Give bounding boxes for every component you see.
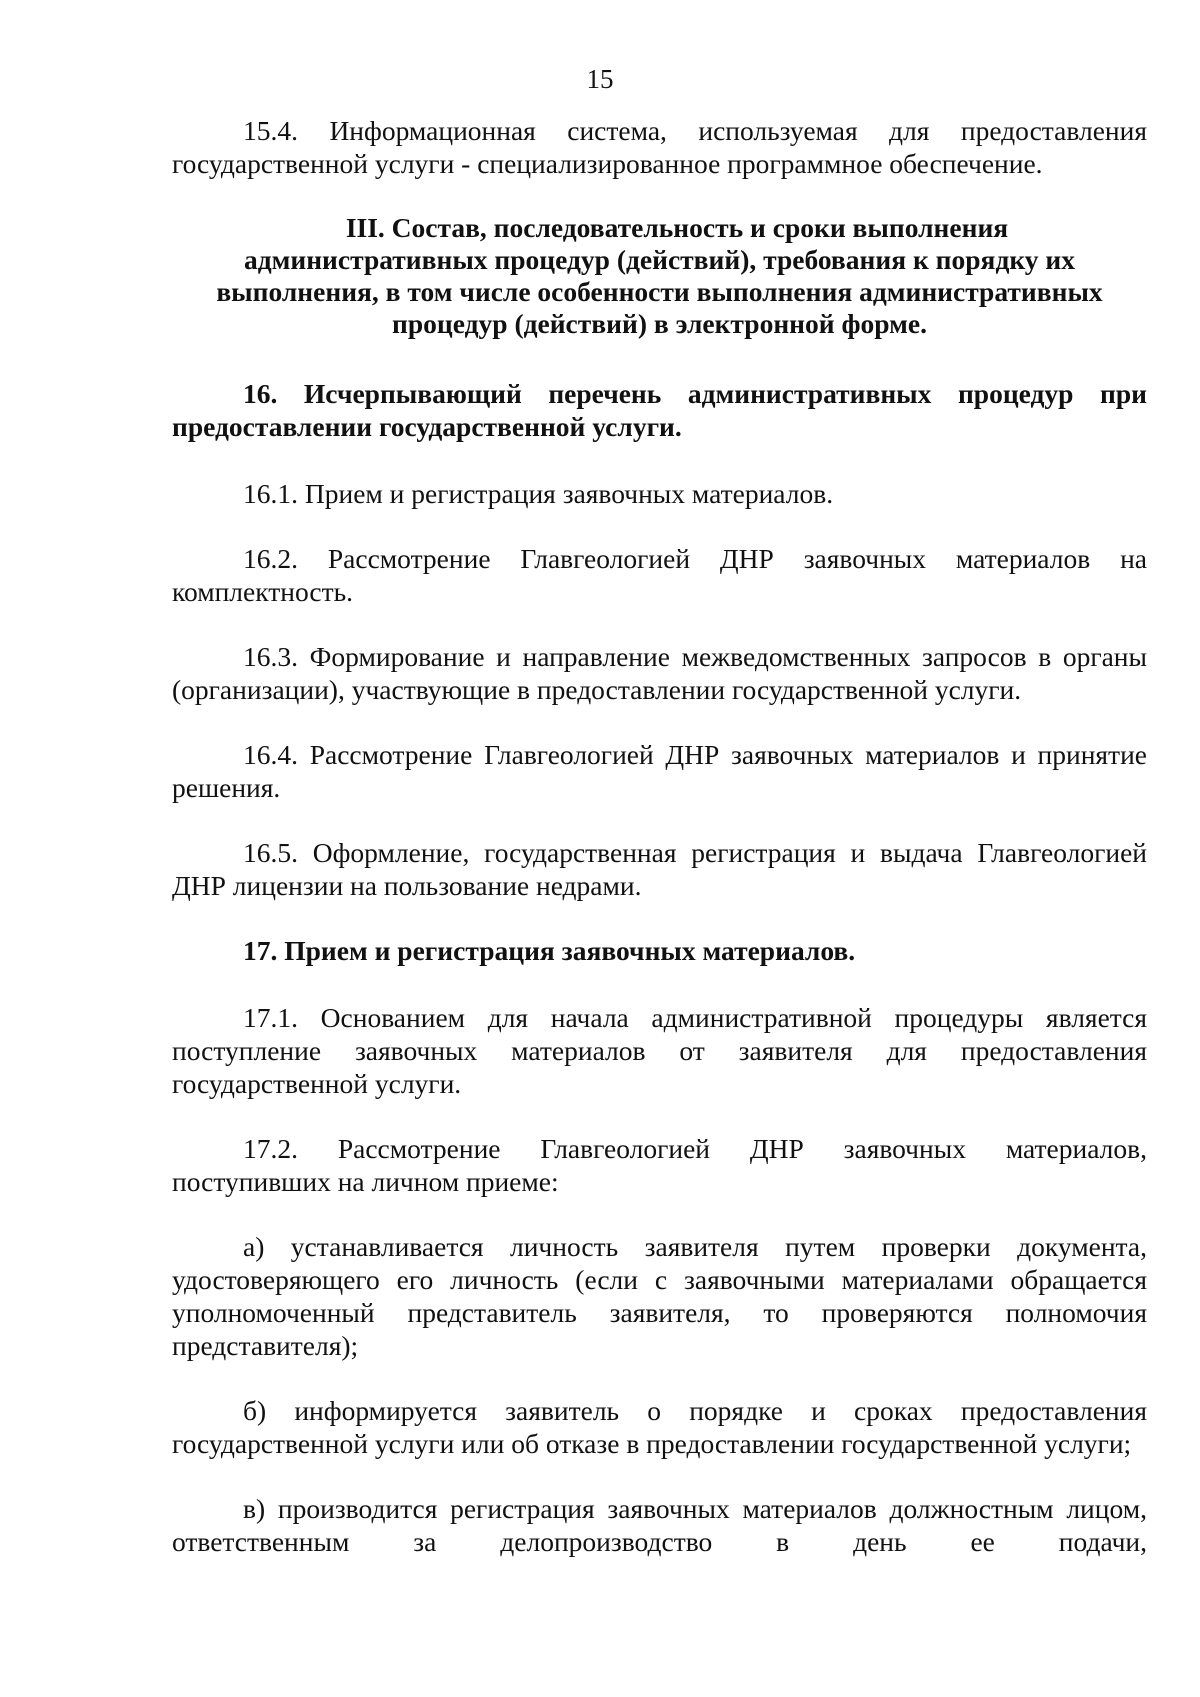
section-heading-line: административных процедур (действий), требования к порядку их	[243, 244, 1076, 275]
section-heading-line: III. Состав, последовательность и сроки выполнения	[345, 212, 1009, 243]
paragraph-17-1: 17.1. Основанием для начала административной процедуры является поступление заявочных материалов от заявителя для предоставления государственной услуги.	[172, 1002, 1147, 1099]
section-heading-iii	[172, 212, 1147, 340]
heading-17: 17. Прием и регистрация заявочных материалов.	[243, 935, 856, 966]
paragraph-16-3: 16.3. Формирование и направление межведомственных запросов в органы (организации), участвующие в предоставлении государственной услуги.	[172, 641, 1147, 705]
paragraph-16-2: 16.2. Рассмотрение Главгеологией ДНР заявочных материалов на комплектность.	[172, 543, 1147, 607]
paragraph-15-4: 15.4. Информационная система, используемая для предоставления государственной услуги - специализированное программное обеспечение.	[172, 115, 1147, 179]
paragraph-16-1: 16.1. Прием и регистрация заявочных материалов.	[243, 478, 834, 509]
heading-16: 16. Исчерпывающий перечень административных процедур при предоставлении государственной услуги.	[172, 378, 1147, 442]
paragraph-b: б) информируется заявитель о порядке и сроках предоставления государственной услуги или об отказе в предоставлении государственной услуги;	[172, 1395, 1147, 1459]
section-heading-line: выполнения, в том числе особенности выполнения административных	[216, 276, 1103, 307]
paragraph-16-4: 16.4. Рассмотрение Главгеологией ДНР заявочных материалов и принятие решения.	[172, 739, 1147, 803]
paragraph-17-2: 17.2. Рассмотрение Главгеологией ДНР заявочных материалов, поступивших на личном приеме:	[172, 1133, 1147, 1197]
paragraph-a: а) устанавливается личность заявителя путем проверки документа, удостоверяющего его личность (если с заявочными материалами обращается уполномоченный представитель заявителя, то проверяются полномочия представителя);	[172, 1231, 1147, 1361]
paragraph-16-5: 16.5. Оформление, государственная регистрация и выдача Главгеологией ДНР лицензии на пользование недрами.	[172, 837, 1147, 901]
page-number: 15	[586, 64, 614, 94]
section-heading-line: процедур (действий) в электронной форме.	[392, 308, 927, 339]
paragraph-v: в) производится регистрация заявочных материалов должностным лицом, ответственным за делопроизводство в день ее подачи,	[172, 1493, 1147, 1557]
document-body	[172, 114, 1147, 1558]
